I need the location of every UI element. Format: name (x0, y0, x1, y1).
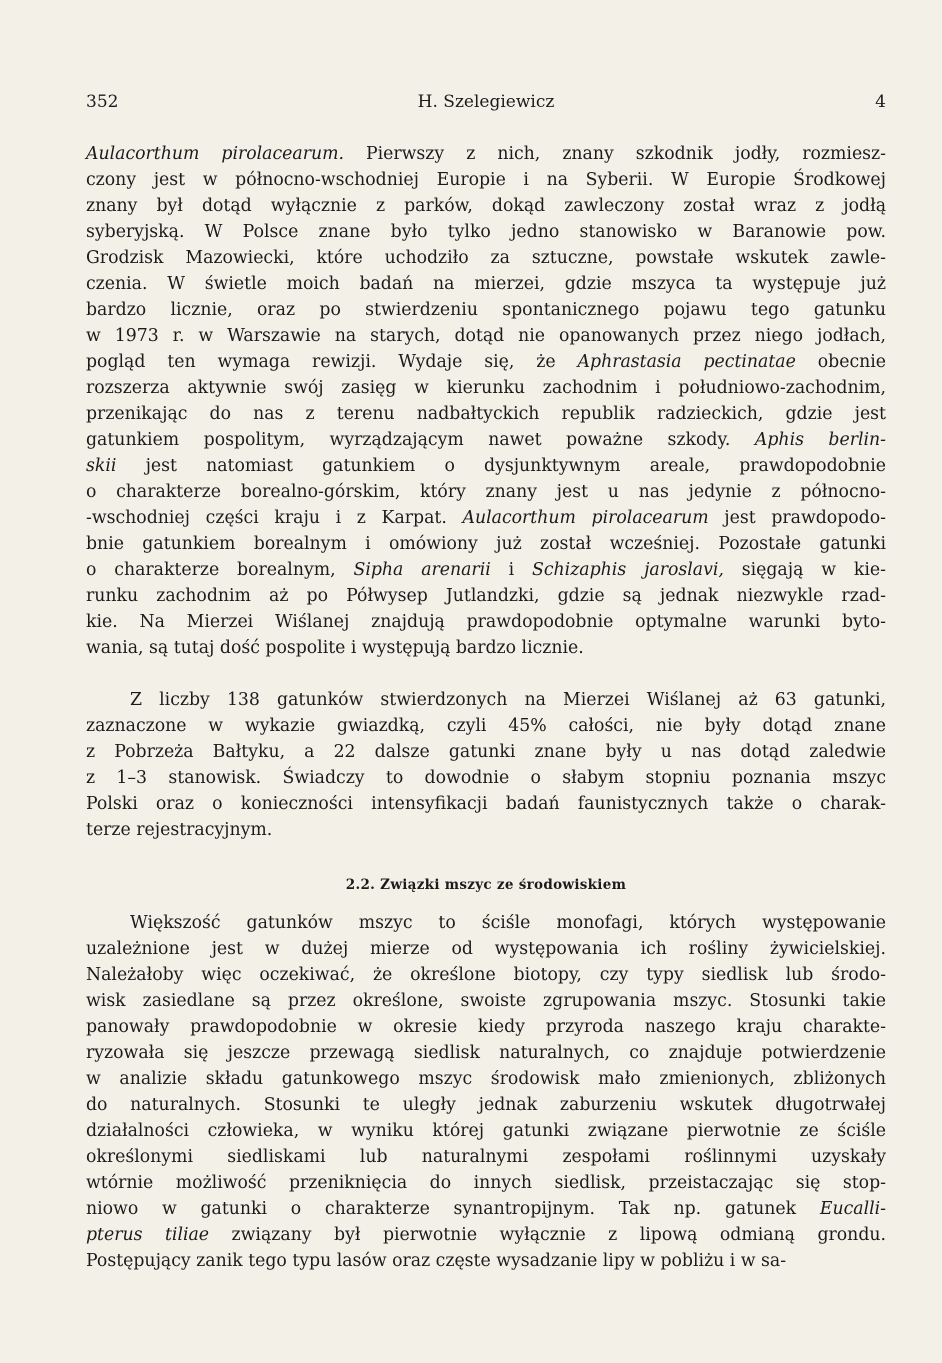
text-line: ryzowała się jeszcze przewagą siedlisk naturalnych, co znajduje potwierdzenie (86, 1043, 886, 1063)
text-line: Grodzisk Mazowiecki, które uchodziło za sztuczne, powstałe wskutek zawle- (86, 248, 886, 268)
page-number: 352 (86, 92, 119, 112)
text-line: w analizie składu gatunkowego mszyc środowisk mało zmienionych, zbliżonych (86, 1069, 886, 1089)
text-line: gatunkiem pospolitym, wyrządzającym nawet poważne szkody. Aphis berlin- (86, 430, 886, 450)
running-header (86, 92, 886, 118)
paragraph-species-statistics (86, 687, 886, 843)
text-line: rozszerza aktywnie swój zasięg w kierunku zachodnim i południowo-zachodnim, (86, 378, 886, 398)
text-line: z 1–3 stanowisk. Świadczy to dowodnie o słabym stopniu poznania mszyc (86, 768, 886, 788)
text-line: o charakterze borealnym, Sipha arenarii i Schizaphis jaroslavi, sięgają w kie- (86, 560, 886, 580)
text-line: czony jest w północno-wschodniej Europie i na Syberii. W Europie Środkowej (86, 170, 886, 190)
text-line: panowały prawdopodobnie w okresie kiedy przyroda naszego kraju charakte- (86, 1017, 886, 1037)
paragraph-species-discussion (86, 141, 886, 661)
text-line: -wschodniej części kraju i z Karpat. Aulacorthum pirolacearum jest prawdopodo- (86, 508, 886, 528)
text-line: Polski oraz o konieczności intensyfikacji badań faunistycznych także o charak- (86, 794, 886, 814)
text-line: Większość gatunków mszyc to ściśle monofagi, których występowanie (130, 913, 886, 933)
text-line: pogląd ten wymaga rewizji. Wydaje się, że Aphrastasia pectinatae obecnie (86, 352, 887, 372)
text-line: syberyjską. W Polsce znane było tylko jedno stanowisko w Baranowie pow. (86, 222, 886, 242)
text-line: wtórnie możliwość przeniknięcia do innych siedlisk, przeistaczając się stop- (86, 1173, 886, 1193)
running-author: H. Szelegiewicz (417, 92, 555, 112)
text-line: Postępujący zanik tego typu lasów oraz częste wysadzanie lipy w pobliżu i w sa- (86, 1251, 787, 1271)
text-line: Należałoby więc oczekiwać, że określone biotopy, czy typy siedlisk lub środo- (86, 965, 886, 985)
text-line: znany był dotąd wyłącznie z parków, dokąd zawleczony został wraz z jodłą (86, 196, 886, 216)
text-line: uzależnione jest w dużej mierze od występowania ich rośliny żywicielskiej. (86, 939, 886, 959)
text-line: wania, są tutaj dość pospolite i występują bardzo licznie. (86, 638, 584, 658)
text-line: Aulacorthum pirolacearum. Pierwszy z nich, znany szkodnik jodły, rozmiesz- (86, 144, 886, 164)
text-line: kie. Na Mierzei Wiślanej znajdują prawdopodobnie optymalne warunki byto- (86, 612, 886, 632)
text-line: o charakterze borealno-górskim, który znany jest u nas jedynie z północno- (86, 482, 886, 502)
text-line: do naturalnych. Stosunki te uległy jednak zaburzeniu wskutek długotrwałej (86, 1095, 886, 1115)
section-heading: 2.2. Związki mszyc ze środowiskiem (345, 877, 627, 893)
text-line: działalności człowieka, w wyniku której gatunki związane pierwotnie ze ściśle (86, 1121, 886, 1141)
text-line: zaznaczone w wykazie gwiazdką, czyli 45% całości, nie były dotąd znane (86, 716, 886, 736)
text-line: wisk zasiedlane są przez określone, swoiste zgrupowania mszyc. Stosunki takie (86, 991, 886, 1011)
text-line: z Pobrzeża Bałtyku, a 22 dalsze gatunki znane były u nas dotąd zaledwie (86, 742, 886, 762)
text-line: w 1973 r. w Warszawie na starych, dotąd nie opanowanych przez niego jodłach, (86, 326, 886, 346)
text-line: Z liczby 138 gatunków stwierdzonych na Mierzei Wiślanej aż 63 gatunki, (130, 690, 886, 710)
text-line: skii jest natomiast gatunkiem o dysjunktywnym areale, prawdopodobnie (86, 456, 886, 476)
paragraph-habitat-relations (86, 910, 886, 1274)
text-line: terze rejestracyjnym. (86, 820, 273, 840)
text-line: określonymi siedliskami lub naturalnymi zespołami roślinnymi uzyskały (86, 1147, 886, 1167)
text-line: pterus tiliae związany był pierwotnie wyłącznie z lipową odmianą grondu. (86, 1225, 887, 1245)
text-line: bardzo licznie, oraz po stwierdzeniu spontanicznego pojawu tego gatunku (86, 300, 886, 320)
text-line: bnie gatunkiem borealnym i omówiony już został wcześniej. Pozostałe gatunki (86, 534, 886, 554)
text-line: przenikając do nas z terenu nadbałtyckich republik radzieckich, gdzie jest (86, 404, 886, 424)
text-line: niowo w gatunki o charakterze synantropijnym. Tak np. gatunek Eucalli- (86, 1199, 886, 1219)
text-line: runku zachodnim aż po Półwysep Jutlandzki, gdzie są jednak niezwykle rzad- (86, 586, 886, 606)
text-line: czenia. W świetle moich badań na mierzei, gdzie mszyca ta występuje już (86, 274, 886, 294)
volume-number: 4 (875, 92, 886, 112)
